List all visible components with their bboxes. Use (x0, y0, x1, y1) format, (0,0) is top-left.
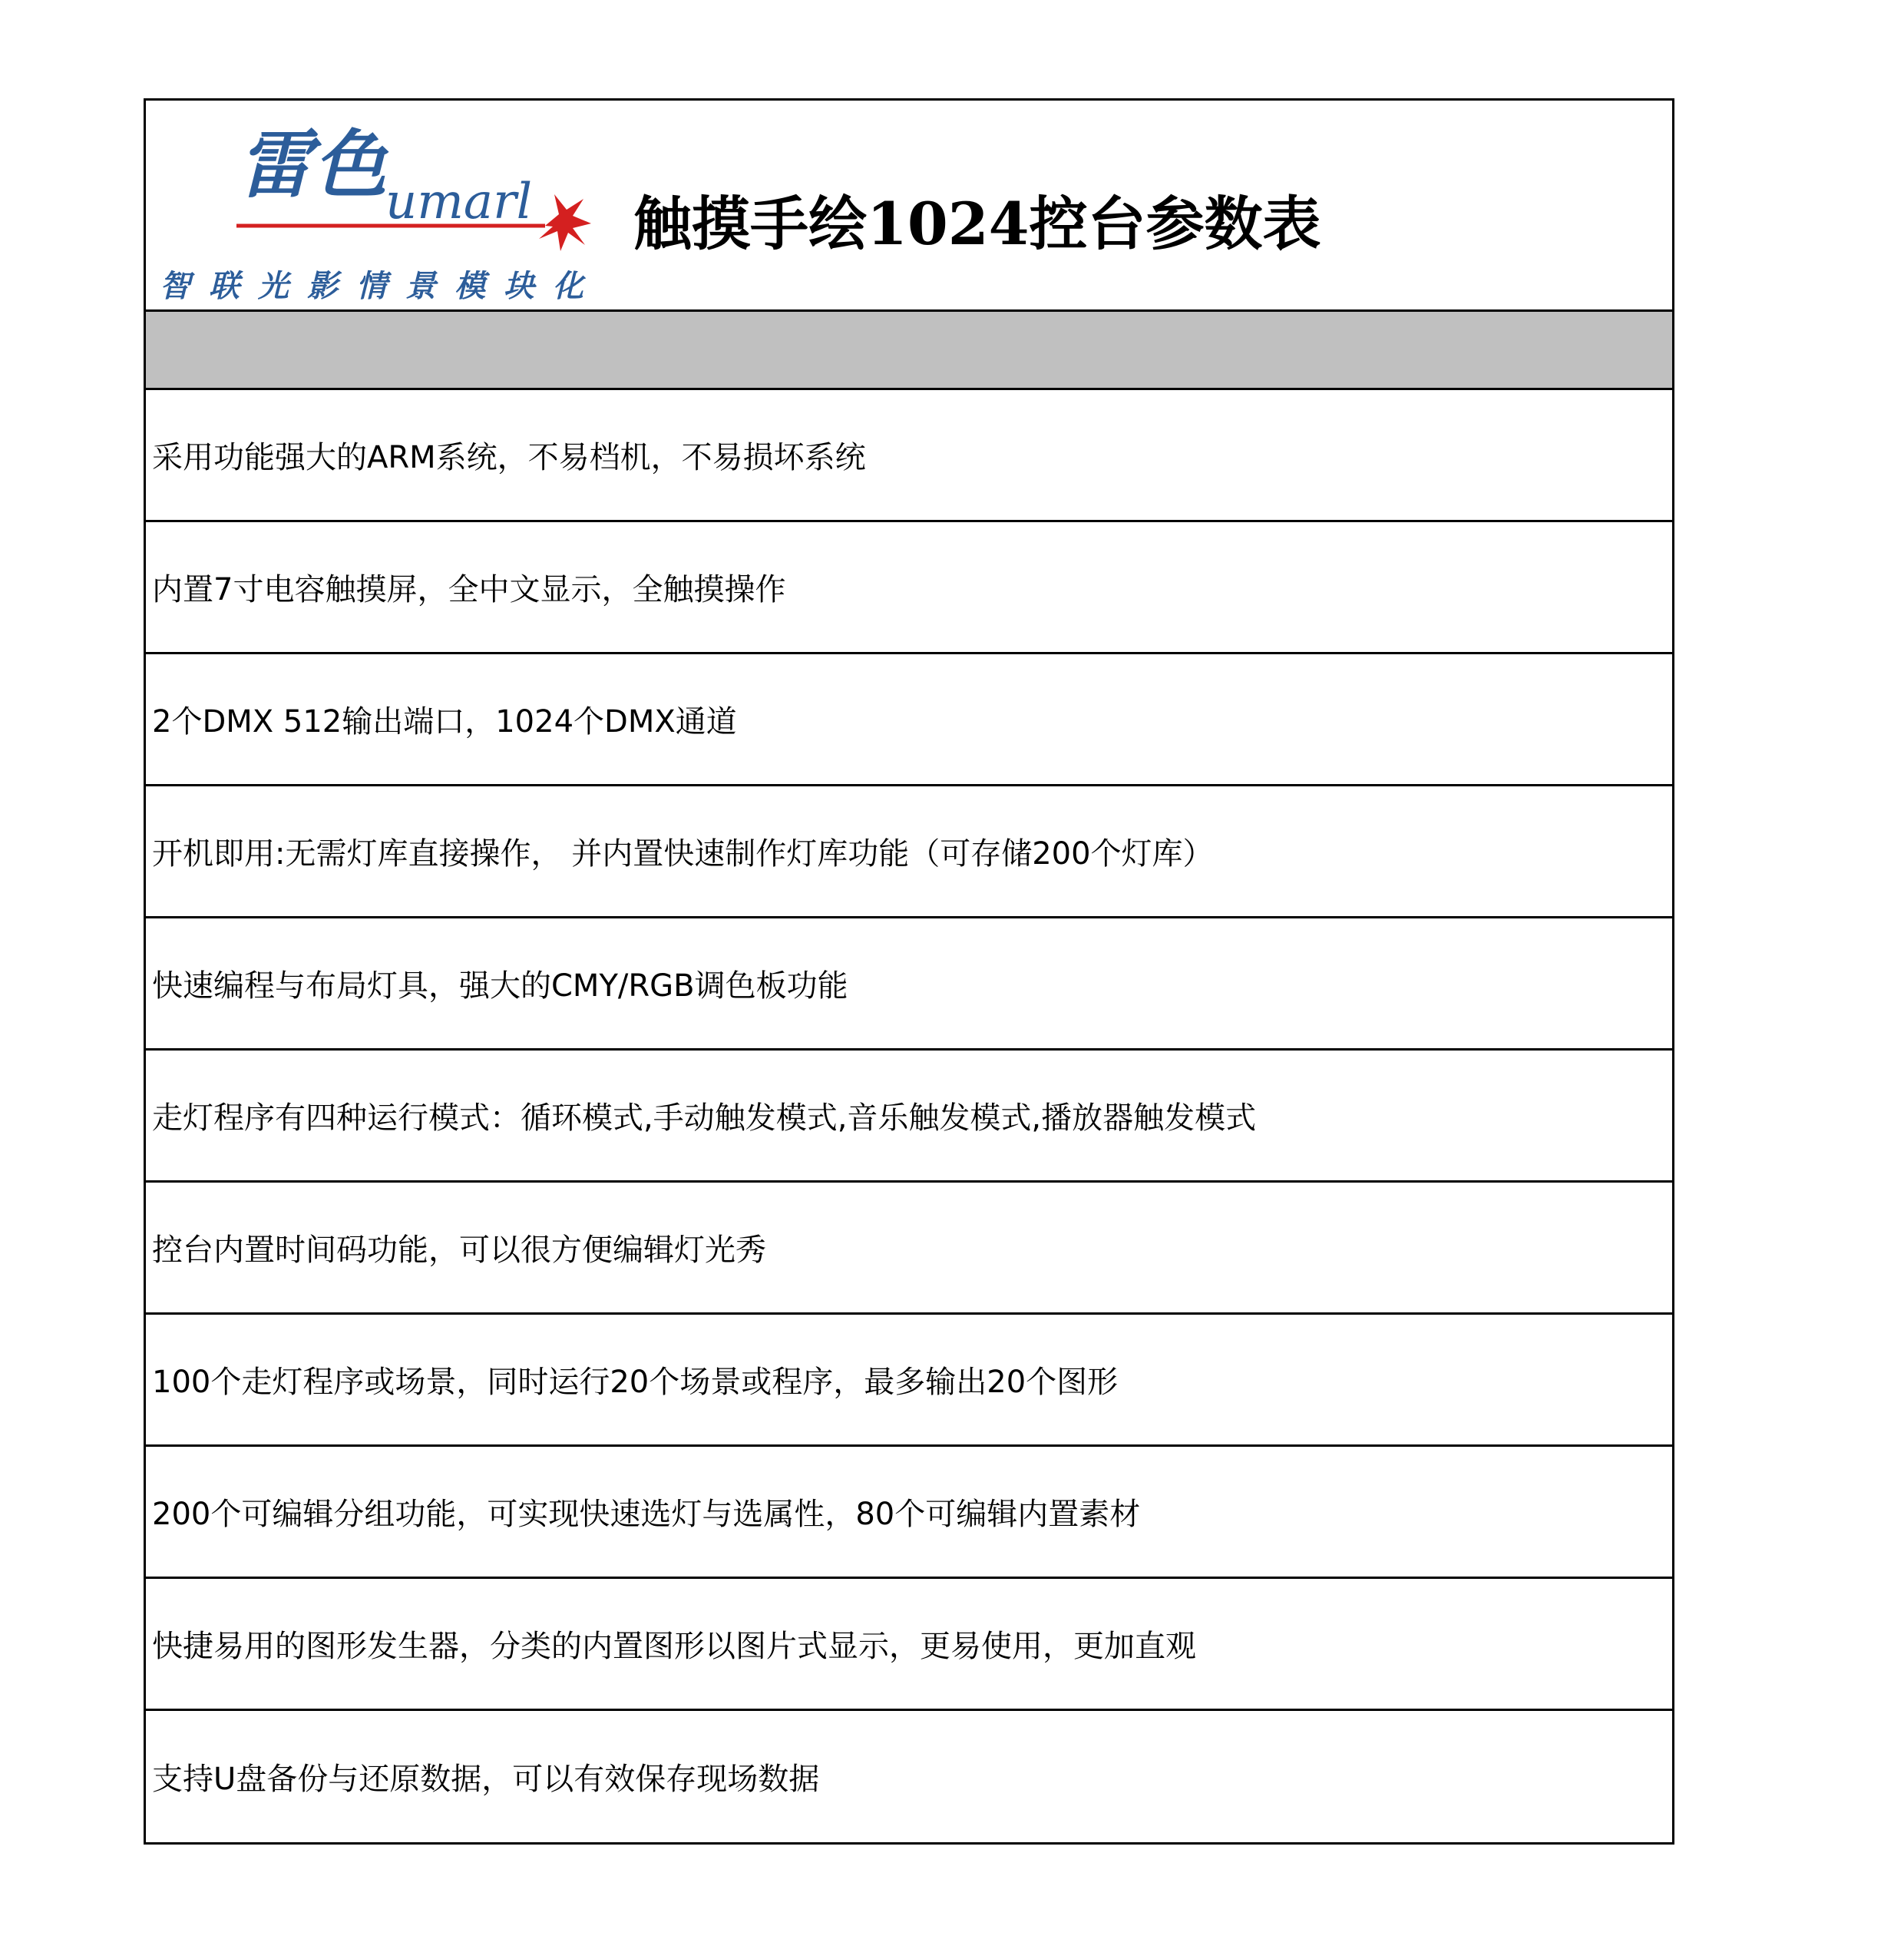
table-row: 开机即用:无需灯库直接操作， 并内置快速制作灯库功能（可存储200个灯库） (146, 786, 1672, 918)
table-header (146, 101, 1672, 312)
table-row: 2个DMX 512输出端口，1024个DMX通道 (146, 654, 1672, 786)
table-row: 200个可编辑分组功能，可实现快速选灯与选属性，80个可编辑内置素材 (146, 1447, 1672, 1579)
table-row: 内置7寸电容触摸屏，全中文显示，全触摸操作 (146, 522, 1672, 654)
table-row: 快捷易用的图形发生器，分类的内置图形以图片式显示，更易使用，更加直观 (146, 1579, 1672, 1711)
table-row: 100个走灯程序或场景，同时运行20个场景或程序，最多输出20个图形 (146, 1315, 1672, 1447)
logo-chinese-name: 雷色 (238, 121, 388, 208)
table-row: 控台内置时间码功能，可以很方便编辑灯光秀 (146, 1183, 1672, 1315)
parameter-table (144, 98, 1674, 1845)
section-band (146, 312, 1672, 390)
red-star-burst-icon (539, 194, 591, 251)
page-title: 触摸手绘1024控台参数表 (633, 190, 1321, 258)
company-logo (146, 101, 683, 309)
logo-slogan: 智联光影情景模块化 (160, 268, 602, 304)
table-row: 走灯程序有四种运行模式：循环模式,手动触发模式,音乐触发模式,播放器触发模式 (146, 1051, 1672, 1183)
table-row: 快速编程与布局灯具，强大的CMY/RGB调色板功能 (146, 918, 1672, 1051)
logo-brand-word: umarl (385, 174, 533, 230)
table-row: 支持U盘备份与还原数据，可以有效保存现场数据 (152, 1762, 820, 1797)
table-row: 采用功能强大的ARM系统，不易档机，不易损坏系统 (146, 390, 1672, 522)
